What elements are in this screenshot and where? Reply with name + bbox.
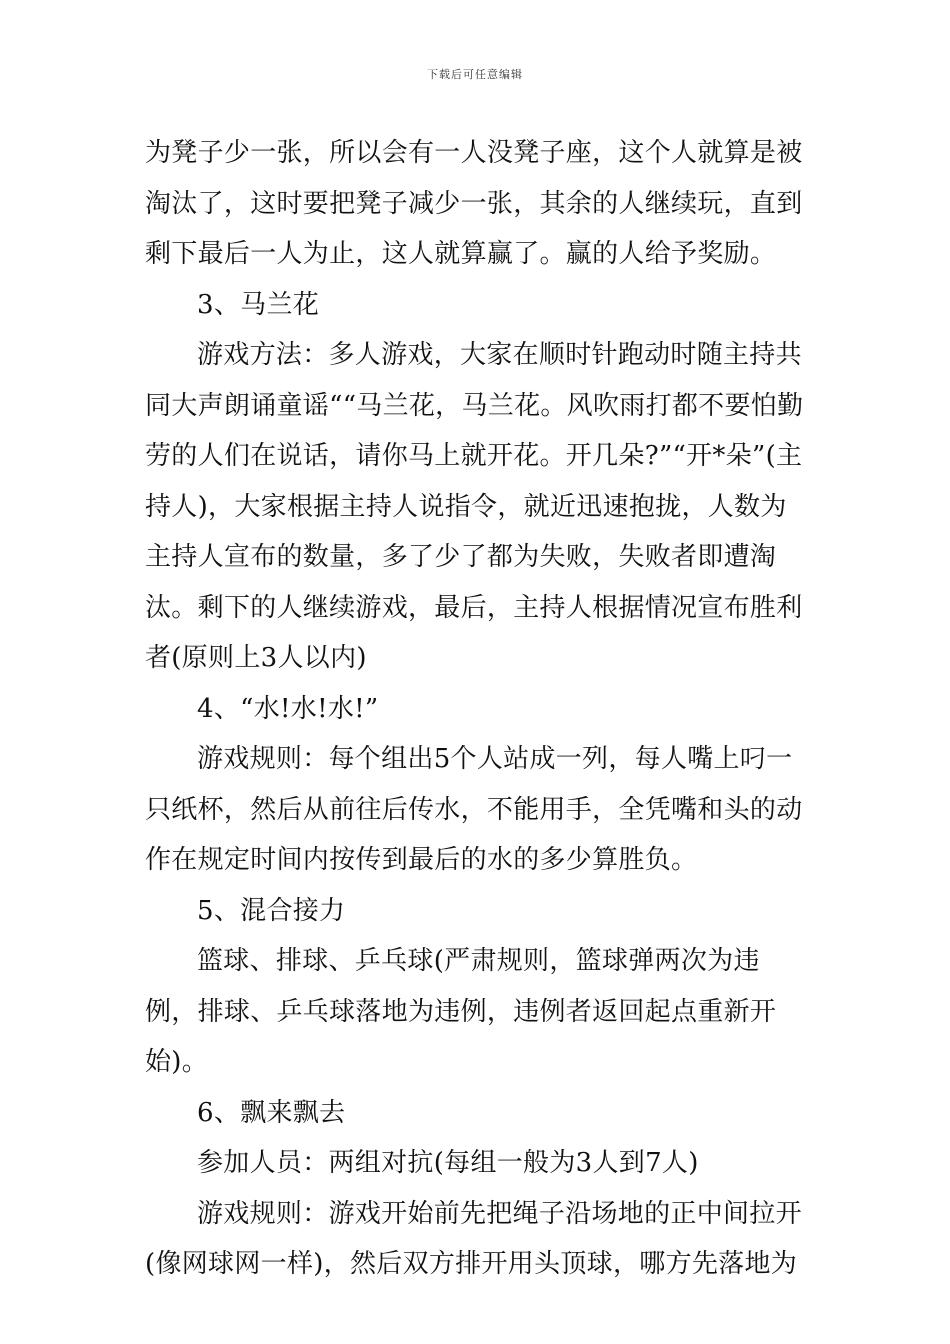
section-heading-water: 4、“水!水!水!” bbox=[197, 693, 379, 724]
page-header: 下载后可任意编辑 bbox=[427, 68, 523, 81]
paragraph: 游戏规则：游戏开始前先把绳子沿场地的正中间拉开(像网球网一样)，然后双方排开用头顶球，哪方先落地为 bbox=[145, 1198, 802, 1279]
section-heading-float: 6、飘来飘去 bbox=[197, 1097, 346, 1128]
paragraph: 游戏方法：多人游戏，大家在顺时针跑动时随主持共同大声朗诵童谣““马兰花，马兰花。风吹雨打都不要怕勤劳的人们在说话，请你马上就开花。开几朵?”“开*朵”(主持人)，大家根据主持人说指令，就近迅速抱拢，人数为主持人宣布的数量，多了少了都为失败，失败者即遭淘汰。剩下的人继续游戏，最后，主持人根据情况宣布胜利者(原则上3人以内) bbox=[145, 340, 804, 673]
paragraph: 参加人员：两组对抗(每组一般为3人到7人) bbox=[197, 1148, 699, 1178]
document-body bbox=[145, 128, 810, 1290]
paragraph: 为凳子少一张，所以会有一人没凳子座，这个人就算是被淘汰了，这时要把凳子减少一张，其余的人继续玩，直到剩下最后一人为止，这人就算赢了。赢的人给予奖励。 bbox=[145, 138, 803, 269]
section-heading-malanhua: 3、马兰花 bbox=[197, 289, 320, 320]
paragraph: 篮球、排球、乒乓球(严肃规则，篮球弹两次为违例，排球、乒乓球落地为违例，违例者返回起点重新开始)。 bbox=[145, 946, 777, 1077]
section-heading-relay: 5、混合接力 bbox=[197, 895, 346, 926]
paragraph: 游戏规则：每个组出5个人站成一列，每人嘴上叼一只纸杯，然后从前往后传水，不能用手，全凭嘴和头的动作在规定时间内按传到最后的水的多少算胜负。 bbox=[145, 744, 803, 875]
